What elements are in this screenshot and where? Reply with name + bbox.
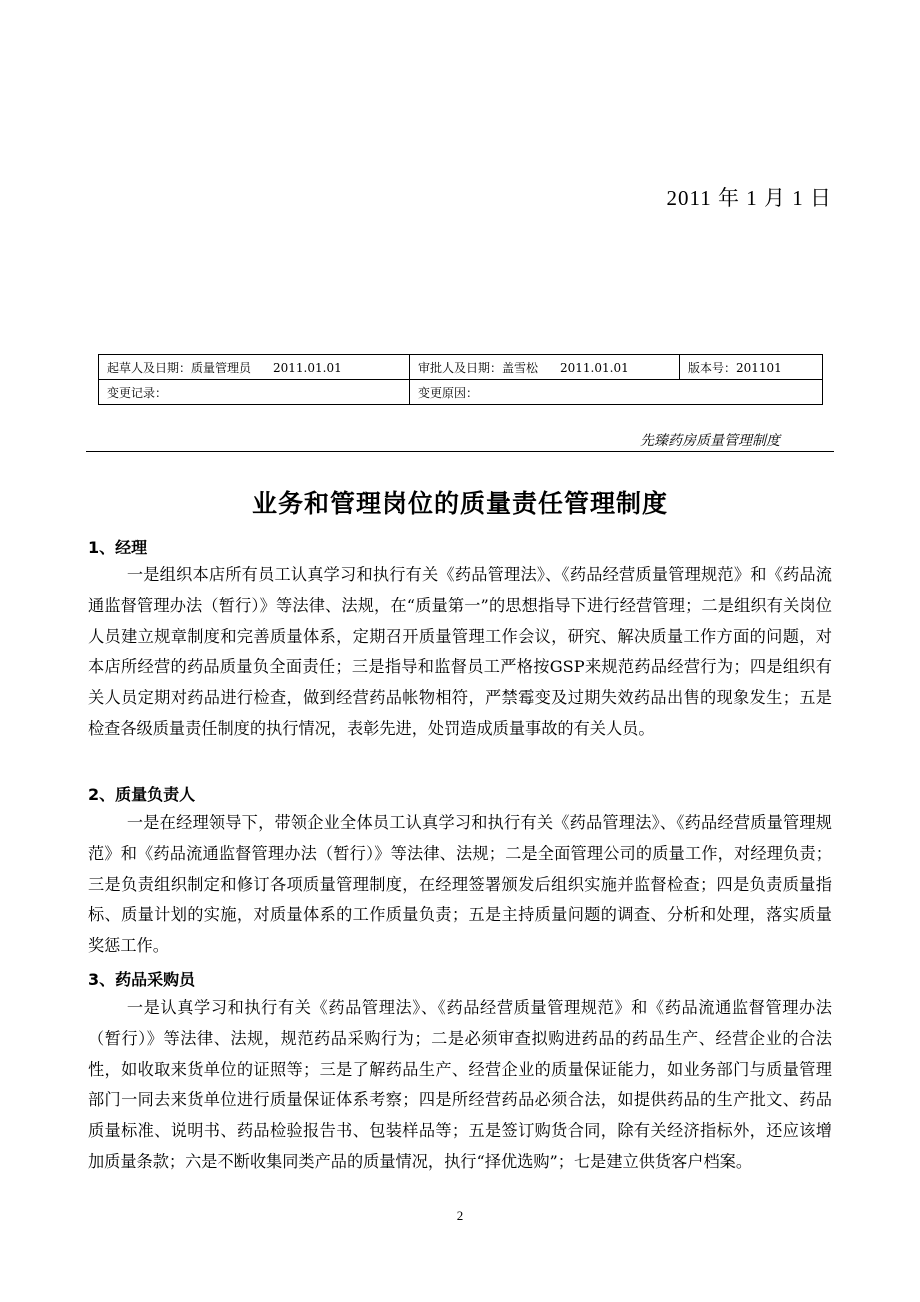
header-divider xyxy=(86,451,834,452)
document-meta-table xyxy=(98,354,823,405)
meta-row-changes xyxy=(99,380,823,405)
version-cell: 版本号：201101 xyxy=(680,355,823,380)
section-body-manager: 一是组织本店所有员工认真学习和执行有关《药品管理法》、《药品经营质量管理规范》和《药品流通监督管理办法（暂行）》等法律、法规，在“质量第一”的思想指导下进行经营管理；二是组织有关岗位人员建立规章制度和完善质量体系，定期召开质量管理工作会议，研究、解决质量工作方面的问题，对本店所经营的药品质量负全面责任；三是指导和监督员工严格按GSP来规范药品经营行为；四是组织有关人员定期对药品进行检查，做到经营药品帐物相符，严禁霉变及过期失效药品出售的现象发生；五是检查各级质量责任制度的执行情况，表彰先进，处罚造成质量事故的有关人员。 xyxy=(88,565,832,738)
running-header: 先臻药房质量管理制度 xyxy=(640,433,780,449)
document-date: 2011 年 1 月 1 日 xyxy=(666,186,832,210)
section-heading-quality-lead: 2、质量负责人 xyxy=(88,785,196,804)
drafter-date: 2011.01.01 xyxy=(273,360,342,375)
drafter-label: 起草人及日期：质量管理员 xyxy=(107,360,252,375)
section-body-purchaser: 一是认真学习和执行有关《药品管理法》、《药品经营质量管理规范》和《药品流通监督管理办法（暂行）》等法律、法规，规范药品采购行为；二是必须审查拟购进药品的药品生产、经营企业的合法性，如收取来货单位的证照等；三是了解药品生产、经营企业的质量保证能力，如业务部门与质量管理部门一同去来货单位进行质量保证体系考察；四是所经营药品必须合法，如提供药品的生产批文、药品质量标准、说明书、药品检验报告书、包装样品等；五是签订购货合同，除有关经济指标外，还应该增加质量条款；六是不断收集同类产品的质量情况，执行“择优选购”；七是建立供货客户档案。 xyxy=(88,998,832,1171)
approver-cell xyxy=(410,355,680,380)
document-title: 业务和管理岗位的质量责任管理制度 xyxy=(251,489,668,518)
change-record-cell: 变更记录： xyxy=(99,380,410,405)
section-body-quality-lead: 一是在经理领导下，带领企业全体员工认真学习和执行有关《药品管理法》、《药品经营质量管理规范》和《药品流通监督管理办法（暂行）》等法律、法规；二是全面管理公司的质量工作，对经理负责；三是负责组织制定和修订各项质量管理制度，在经理签署颁发后组织实施并监督检查；四是负责质量指标、质量计划的实施，对质量体系的工作质量负责；五是主持质量问题的调查、分析和处理，落实质量奖惩工作。 xyxy=(88,813,832,956)
section-heading-manager: 1、经理 xyxy=(88,538,148,557)
drafter-cell xyxy=(99,355,410,380)
approver-date: 2011.01.01 xyxy=(560,360,629,375)
meta-row-approval xyxy=(99,355,823,380)
section-heading-purchaser: 3、药品采购员 xyxy=(88,970,196,989)
change-reason-cell: 变更原因： xyxy=(410,380,823,405)
page-number: 2 xyxy=(456,1208,464,1223)
approver-label: 审批人及日期：盖雪松 xyxy=(418,360,539,375)
